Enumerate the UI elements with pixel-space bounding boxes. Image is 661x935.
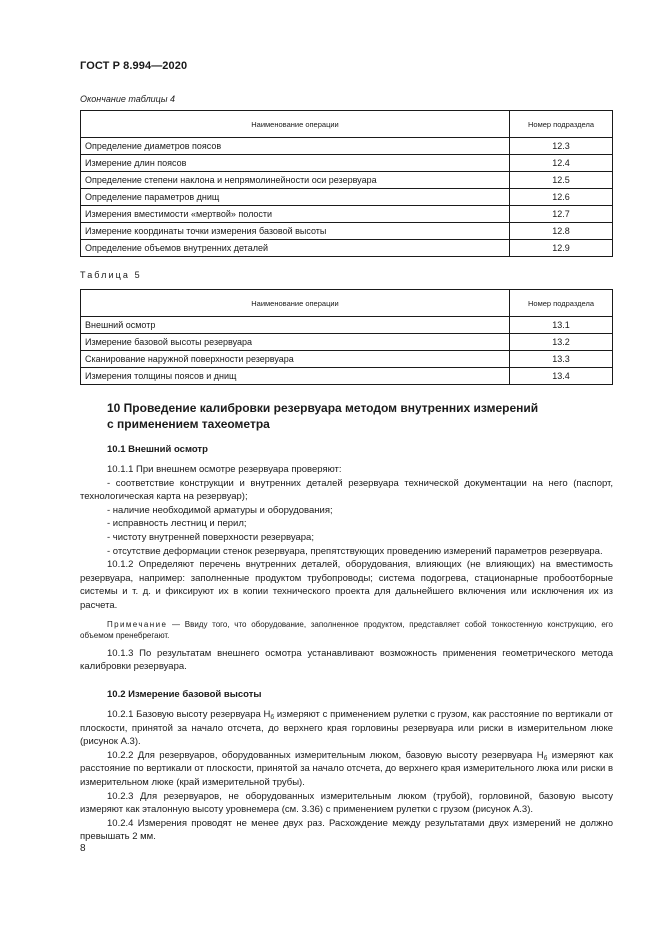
table-cell-operation: Определение объемов внутренних деталей: [81, 240, 510, 257]
table-cell-number: 12.4: [510, 155, 613, 172]
section-10-title: [107, 400, 607, 432]
list-item: - чистоту внутренней поверхности резервуара;: [107, 531, 314, 543]
subscript-b: б: [270, 714, 275, 721]
section-10-title-line1: 10 Проведение калибровки резервуара методом внутренних измерений: [107, 401, 539, 415]
table-cell-number: 13.4: [510, 368, 613, 385]
table4: [80, 110, 613, 257]
note: [80, 619, 613, 641]
table-cell-number: 12.7: [510, 206, 613, 223]
table5-caption: Таблица 5: [80, 270, 142, 280]
table-row: [81, 223, 613, 240]
subscript-b: б: [543, 754, 548, 762]
list-item: - наличие необходимой арматуры и оборудования;: [107, 504, 333, 516]
paragraph-10-2-3: 10.2.3 Для резервуаров, не оборудованных измерительным люком (трубой), горловиной, базовую высоту измеряют как эталонную высоту уровнемера (см. 3.36) с применением рулетки с грузом (рисунок А.3).: [80, 790, 613, 816]
table-cell-operation: Измерения толщины поясов и днищ: [81, 368, 510, 385]
document-header: ГОСТ Р 8.994—2020: [80, 60, 188, 72]
table-row: [81, 334, 613, 351]
table-row: [81, 240, 613, 257]
table-cell-number: 12.6: [510, 189, 613, 206]
list-item: - исправность лестниц и перил;: [107, 518, 247, 530]
paragraph-10-2-4: 10.2.4 Измерения проводят не менее двух раз. Расхождение между результатами двух измерений не должно превышать 2 мм.: [80, 817, 613, 843]
table-cell-operation: Определение параметров днищ: [81, 189, 510, 206]
table-cell-operation: Определение степени наклона и непрямолинейности оси резервуара: [81, 172, 510, 189]
table-row: [81, 317, 613, 334]
section-10-1-body: [80, 463, 613, 674]
table4-col-operation: Наименование операции: [81, 111, 510, 138]
table-row: [81, 172, 613, 189]
paragraph-10-2-1-start: 10.2.1 Базовую высоту резервуара H: [107, 709, 271, 720]
table5: [80, 289, 613, 385]
note-text: — Ввиду того, что оборудование, заполненное продуктом, представляет собой тонкостенную конструкцию, его объемом пренебрегают.: [80, 619, 613, 640]
table-cell-number: 12.3: [510, 138, 613, 155]
section-10-title-line2: с применением тахеометра: [107, 417, 270, 431]
table-row: [81, 189, 613, 206]
page-number: 8: [80, 843, 86, 854]
table-cell-operation: Сканирование наружной поверхности резервуара: [81, 351, 510, 368]
table4-col-number: Номер подраздела: [510, 111, 613, 138]
table-cell-operation: Внешний осмотр: [81, 317, 510, 334]
paragraph-10-1-3: 10.1.3 По результатам внешнего осмотра устанавливают возможность применения геометрического метода калибровки резервуара.: [80, 647, 613, 673]
paragraph-10-1-2: 10.1.2 Определяют перечень внутренних деталей, оборудования, влияющих (не влияющих) на вместимость резервуара, например: заполненные продуктом трубопроводы; система подогрева, стационарные пробоотборные системы и т. д. и фиксируют их в копии технического проекта для дальнейшего включения или исключения их из расчета.: [80, 559, 613, 611]
table-row: [81, 206, 613, 223]
table-cell-operation: Измерения вместимости «мертвой» полости: [81, 206, 510, 223]
table-row: [81, 368, 613, 385]
subsection-10-2-title: 10.2 Измерение базовой высоты: [107, 689, 262, 700]
table5-col-operation: Наименование операции: [81, 290, 510, 317]
table-cell-number: 13.1: [510, 317, 613, 334]
table5-col-number: Номер подраздела: [510, 290, 613, 317]
paragraph-10-2-2-start: 10.2.2 Для резервуаров, оборудованных измерительным люком, базовую высоту резервуара H: [107, 749, 544, 761]
table-cell-number: 12.5: [510, 172, 613, 189]
table-cell-operation: Измерение координаты точки измерения базовой высоты: [81, 223, 510, 240]
table-cell-number: 12.8: [510, 223, 613, 240]
table-cell-operation: Определение диаметров поясов: [81, 138, 510, 155]
section-10-2-body: [80, 708, 613, 844]
note-label: Примечание: [107, 619, 168, 629]
table-row: [81, 138, 613, 155]
paragraph-10-2-1: [80, 708, 613, 749]
table4-header-row: [81, 111, 613, 138]
table-cell-number: 13.2: [510, 334, 613, 351]
table-row: [81, 155, 613, 172]
paragraph-10-2-2: [80, 749, 613, 790]
table-cell-number: 13.3: [510, 351, 613, 368]
list-item: - отсутствие деформации стенок резервуара, препятствующих проведению измерений параметров резервуара.: [107, 545, 603, 557]
paragraph-10-2-2-end: измеряют как расстояние по вертикали от плоскости, принятой за начало отсчета, до верхнего края измерительного люка или риски в измерительном люке (край измерительной трубы).: [80, 749, 613, 788]
table-row: [81, 351, 613, 368]
subsection-10-1-title: 10.1 Внешний осмотр: [107, 444, 208, 455]
table-cell-operation: Измерение базовой высоты резервуара: [81, 334, 510, 351]
table-cell-operation: Измерение длин поясов: [81, 155, 510, 172]
paragraph-10-2-1-end: измеряют с применением рулетки с грузом, как расстояние по вертикали от плоскости, принятой за начало отсчета, до верхнего края горловины резервуара или риски в измерительном люке (рисунок А.3).: [80, 709, 613, 748]
list-item: - соответствие конструкции и внутренних деталей резервуара технической документации на него (паспорт, технологическая карта на резервуар);: [80, 477, 613, 503]
table-cell-number: 12.9: [510, 240, 613, 257]
paragraph-10-1-1: 10.1.1 При внешнем осмотре резервуара проверяют:: [107, 464, 342, 475]
table5-header-row: [81, 290, 613, 317]
table4-caption: Окончание таблицы 4: [80, 94, 175, 104]
